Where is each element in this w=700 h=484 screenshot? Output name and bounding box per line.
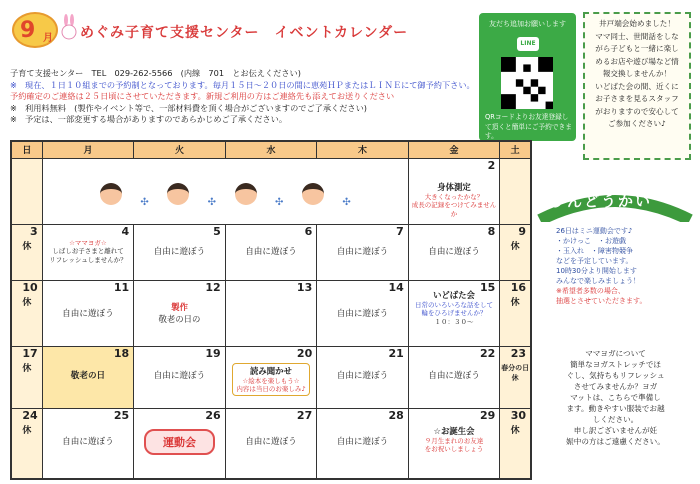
day-cell-15[interactable]: [408, 280, 500, 346]
line-badge: LINE: [517, 37, 539, 51]
side-note-line: 井戸端会始めました！: [599, 19, 675, 28]
event-title: 製作: [171, 301, 188, 312]
day-cell-28[interactable]: [317, 408, 409, 479]
side-note-line: がおりますので安心して: [595, 106, 679, 116]
header-tue: 火: [134, 141, 226, 158]
free-play-label: 自由に遊ぼう: [153, 370, 206, 381]
closed-label: 休: [22, 425, 32, 436]
day-number: 4: [121, 224, 130, 238]
day-cell-10[interactable]: [11, 280, 42, 346]
day-cell-19[interactable]: [134, 346, 226, 408]
free-play-label: 自由に遊ぼう: [245, 436, 297, 447]
yoga-line: 娠中の方はご遠慮ください。: [566, 437, 665, 446]
header-sat: 土: [500, 141, 531, 158]
free-play-label: 自由に遊ぼう: [428, 370, 480, 381]
line-qr-panel: [479, 13, 576, 141]
day-cell-2[interactable]: [408, 158, 500, 224]
sports-day-line: 抽選とさせていただきます。: [556, 297, 647, 305]
side-note-line: めるお店や遊び場など情: [595, 56, 679, 66]
day-cell-8[interactable]: [408, 224, 500, 280]
event-line: 大きくなったかな？: [424, 192, 484, 201]
day-number: 17: [22, 346, 38, 360]
side-note-line: がら子どもと一緒に楽し: [595, 44, 679, 53]
child-face-icon: [302, 183, 324, 205]
free-play-label: 自由に遊ぼう: [428, 246, 480, 257]
info-confirmation: 予約確定のご連絡は２５日頃にさせていただきます。新規ご利用の方はご連絡先も添えてお送りください: [10, 91, 395, 101]
sports-day-text: [556, 226, 676, 306]
page-title: めぐみ子育て支援センター イベントカレンダー: [80, 25, 409, 41]
event-title: いどばた会: [433, 289, 475, 300]
header-mon: 月: [42, 141, 134, 158]
day-number: 25: [113, 408, 130, 422]
event-calendar: [10, 140, 532, 480]
event-title: ☆ママヨガ☆: [69, 238, 107, 247]
day-cell-3[interactable]: [11, 224, 42, 280]
child-face-icon: [167, 183, 189, 205]
event-title: ☆お誕生会: [433, 425, 475, 436]
day-number: 7: [396, 224, 404, 238]
holiday-label: 春分の日: [501, 363, 530, 372]
closed-label: 休: [22, 363, 32, 374]
day-number: 10: [22, 280, 38, 294]
event-title: 身体測定: [437, 181, 471, 192]
day-cell-4[interactable]: [42, 224, 134, 280]
day-number: 29: [479, 408, 496, 422]
day-number: 8: [487, 224, 496, 238]
day-cell-14[interactable]: [317, 280, 409, 346]
sports-day-panel: [536, 190, 694, 328]
day-cell-18[interactable]: [42, 346, 134, 408]
day-number: 3: [30, 224, 38, 238]
day-cell-26[interactable]: [134, 408, 226, 479]
day-number: 14: [388, 280, 404, 294]
sports-day-line: ※希望者多数の場合、: [556, 287, 625, 295]
day-cell-21[interactable]: [317, 346, 409, 408]
sports-day-line: 26日はミニ運動会です♪: [556, 227, 633, 235]
event-line: をお祝いしましょう: [424, 445, 484, 454]
day-number: 28: [388, 408, 404, 422]
sports-day-line: ・かけっこ ・お遊戯: [556, 237, 626, 245]
sports-day-line: ・玉入れ ・障害物競争: [556, 247, 633, 255]
day-cell-24[interactable]: [11, 408, 42, 479]
day-number: 23: [510, 346, 526, 360]
day-cell-11[interactable]: [42, 280, 134, 346]
month-number: 9: [20, 18, 36, 43]
day-number: 24: [22, 408, 38, 422]
side-note-line: お子さまを見るスタッフ: [595, 94, 679, 103]
free-play-label: 自由に遊ぼう: [336, 370, 389, 381]
yoga-line: させてみませんか？ヨガ: [573, 382, 658, 391]
dragonfly-icon: ✣: [342, 196, 351, 208]
day-number: 22: [479, 346, 496, 360]
info-notice: ※ 予定は、一部変更する場合がありますのであらかじめご了承ください。: [10, 114, 288, 124]
yoga-line: しください。: [592, 415, 639, 424]
day-cell-13[interactable]: [225, 280, 317, 346]
day-number: 16: [510, 280, 526, 294]
page-header: [8, 10, 478, 50]
free-play-label: 自由に遊ぼう: [336, 436, 389, 447]
holiday-label: 敬老の日: [70, 370, 106, 381]
closed-label: 休: [22, 297, 32, 308]
day-number: 13: [296, 280, 313, 294]
dragonfly-icon: ✣: [275, 196, 284, 208]
closed-label: 休: [510, 241, 520, 252]
decoration-row: [42, 158, 408, 224]
day-number: 15: [479, 280, 496, 294]
side-note-line: ママ同士、世間話をしな: [595, 31, 679, 41]
idobata-note: [583, 12, 691, 160]
yoga-line: ママヨガについて: [585, 349, 646, 358]
day-cell-5[interactable]: [134, 224, 226, 280]
free-play-label: 自由に遊ぼう: [336, 308, 389, 319]
dragonfly-icon: ✣: [140, 196, 149, 208]
day-cell-12[interactable]: [134, 280, 226, 346]
qr-code-icon[interactable]: [501, 57, 553, 109]
day-cell-30[interactable]: [500, 408, 531, 479]
day-number: 26: [205, 408, 221, 422]
free-play-label: 自由に遊ぼう: [245, 246, 297, 257]
event-line: 輪をひろげませんか？: [421, 309, 487, 318]
free-play-label: 自由に遊ぼう: [153, 246, 206, 257]
day-cell-17[interactable]: [11, 346, 42, 408]
qr-footer: QRコードよりお友達登録して頂くと簡単にご予約できます。: [485, 113, 572, 140]
event-time: １０：３０～: [434, 317, 474, 326]
day-cell-25[interactable]: [42, 408, 134, 479]
free-play-label: 自由に遊ぼう: [62, 436, 114, 447]
day-number: 27: [296, 408, 313, 422]
yoga-line: 申し訳ございませんが妊: [573, 426, 658, 435]
day-number: 20: [296, 346, 313, 360]
side-note-line: いどばた会の間、近くに: [595, 81, 679, 91]
day-number: 2: [487, 158, 496, 172]
month-badge: [12, 12, 58, 48]
day-number: 9: [518, 224, 526, 238]
event-title: 読み聞かせ: [250, 365, 292, 376]
day-cell-27[interactable]: [225, 408, 317, 479]
rabbit-icon: [60, 14, 78, 44]
closed-label: 休: [510, 425, 520, 436]
event-line: ９月生まれのお友達: [424, 436, 484, 445]
info-fee: ※ 利用料無料 (製作やイベント等で、一部材料費を頂く場合がございますのでご了承ください): [10, 102, 367, 113]
header-fri: 金: [408, 141, 500, 158]
free-play-label: 自由に遊ぼう: [336, 246, 389, 257]
child-face-icon: [235, 183, 257, 205]
event-line: 敬老の日の: [158, 313, 201, 324]
info-contact: 子育て支援センター TEL 029-262-5566 (内線 701 とお伝えください): [10, 68, 301, 78]
sports-day-title: うんどうかい: [550, 192, 653, 210]
day-number: 30: [510, 408, 526, 422]
month-suffix: 月: [43, 33, 53, 44]
side-note-line: ご参加ください♪: [607, 119, 666, 128]
day-cell-20[interactable]: [225, 346, 317, 408]
header-thu: 木: [317, 141, 409, 158]
closed-label: 休: [510, 297, 520, 308]
header-wed: 水: [225, 141, 317, 158]
day-cell-7[interactable]: [317, 224, 409, 280]
mama-yoga-note: [537, 348, 694, 478]
day-cell-empty: [500, 158, 531, 224]
yoga-line: マットは、こちらで準備し: [570, 393, 661, 402]
event-line: リフレッシュしませんか？: [49, 255, 127, 264]
event-line: しばしお子さまと離れて: [52, 247, 124, 256]
yoga-line: ぐし、気持ちもリフレッシュ: [566, 371, 665, 380]
event-line: 日常のいろいろな話をして: [415, 300, 493, 309]
event-line: 成長の記録をつけてみませんか: [411, 201, 497, 218]
sports-day-line: 10時30分より開始します: [556, 267, 637, 275]
day-number: 12: [205, 280, 221, 294]
day-number: 18: [113, 346, 130, 360]
side-note-line: 報交換しませんか！: [602, 69, 672, 78]
dragonfly-icon: ✣: [207, 196, 217, 208]
day-cell-29[interactable]: [408, 408, 500, 479]
closed-label: 休: [22, 241, 32, 252]
info-reservation: ※ 現在、１日１０組までの予約制となっております。毎月１５日～２０日の間に恵苑ＨＰまたはＬＩＮＥにて御予約下さい。: [10, 79, 475, 90]
day-cell-9[interactable]: [500, 224, 531, 280]
event-line: 内容は当日のお楽しみ♪: [236, 385, 306, 394]
child-face-icon: [100, 183, 122, 205]
day-number: 21: [388, 346, 404, 360]
day-cell-23[interactable]: [500, 346, 531, 408]
day-cell-6[interactable]: [225, 224, 317, 280]
header-sun: 日: [11, 141, 42, 158]
free-play-label: 自由に遊ぼう: [62, 308, 114, 319]
day-number: 11: [113, 280, 130, 294]
sports-day-badge: 運動会: [144, 429, 215, 455]
day-number: 5: [213, 224, 221, 238]
day-cell-16[interactable]: [500, 280, 531, 346]
info-section: [10, 68, 475, 134]
day-cell-empty: [11, 158, 42, 224]
yoga-line: 簡単なヨガストレッチでほ: [569, 360, 662, 369]
day-number: 6: [304, 224, 313, 238]
day-cell-22[interactable]: [408, 346, 500, 408]
closed-label: 休: [511, 373, 519, 382]
sports-day-line: みんなで楽しみましょう！: [556, 277, 640, 285]
day-number: 19: [205, 346, 221, 360]
yoga-line: ます。動きやすい服装でお越: [566, 404, 665, 413]
sports-day-line: などを予定しています。: [556, 257, 633, 265]
qr-heading: 友だち追加お願いします: [489, 20, 566, 28]
event-line: ☆絵本を楽しもう☆: [242, 376, 300, 385]
